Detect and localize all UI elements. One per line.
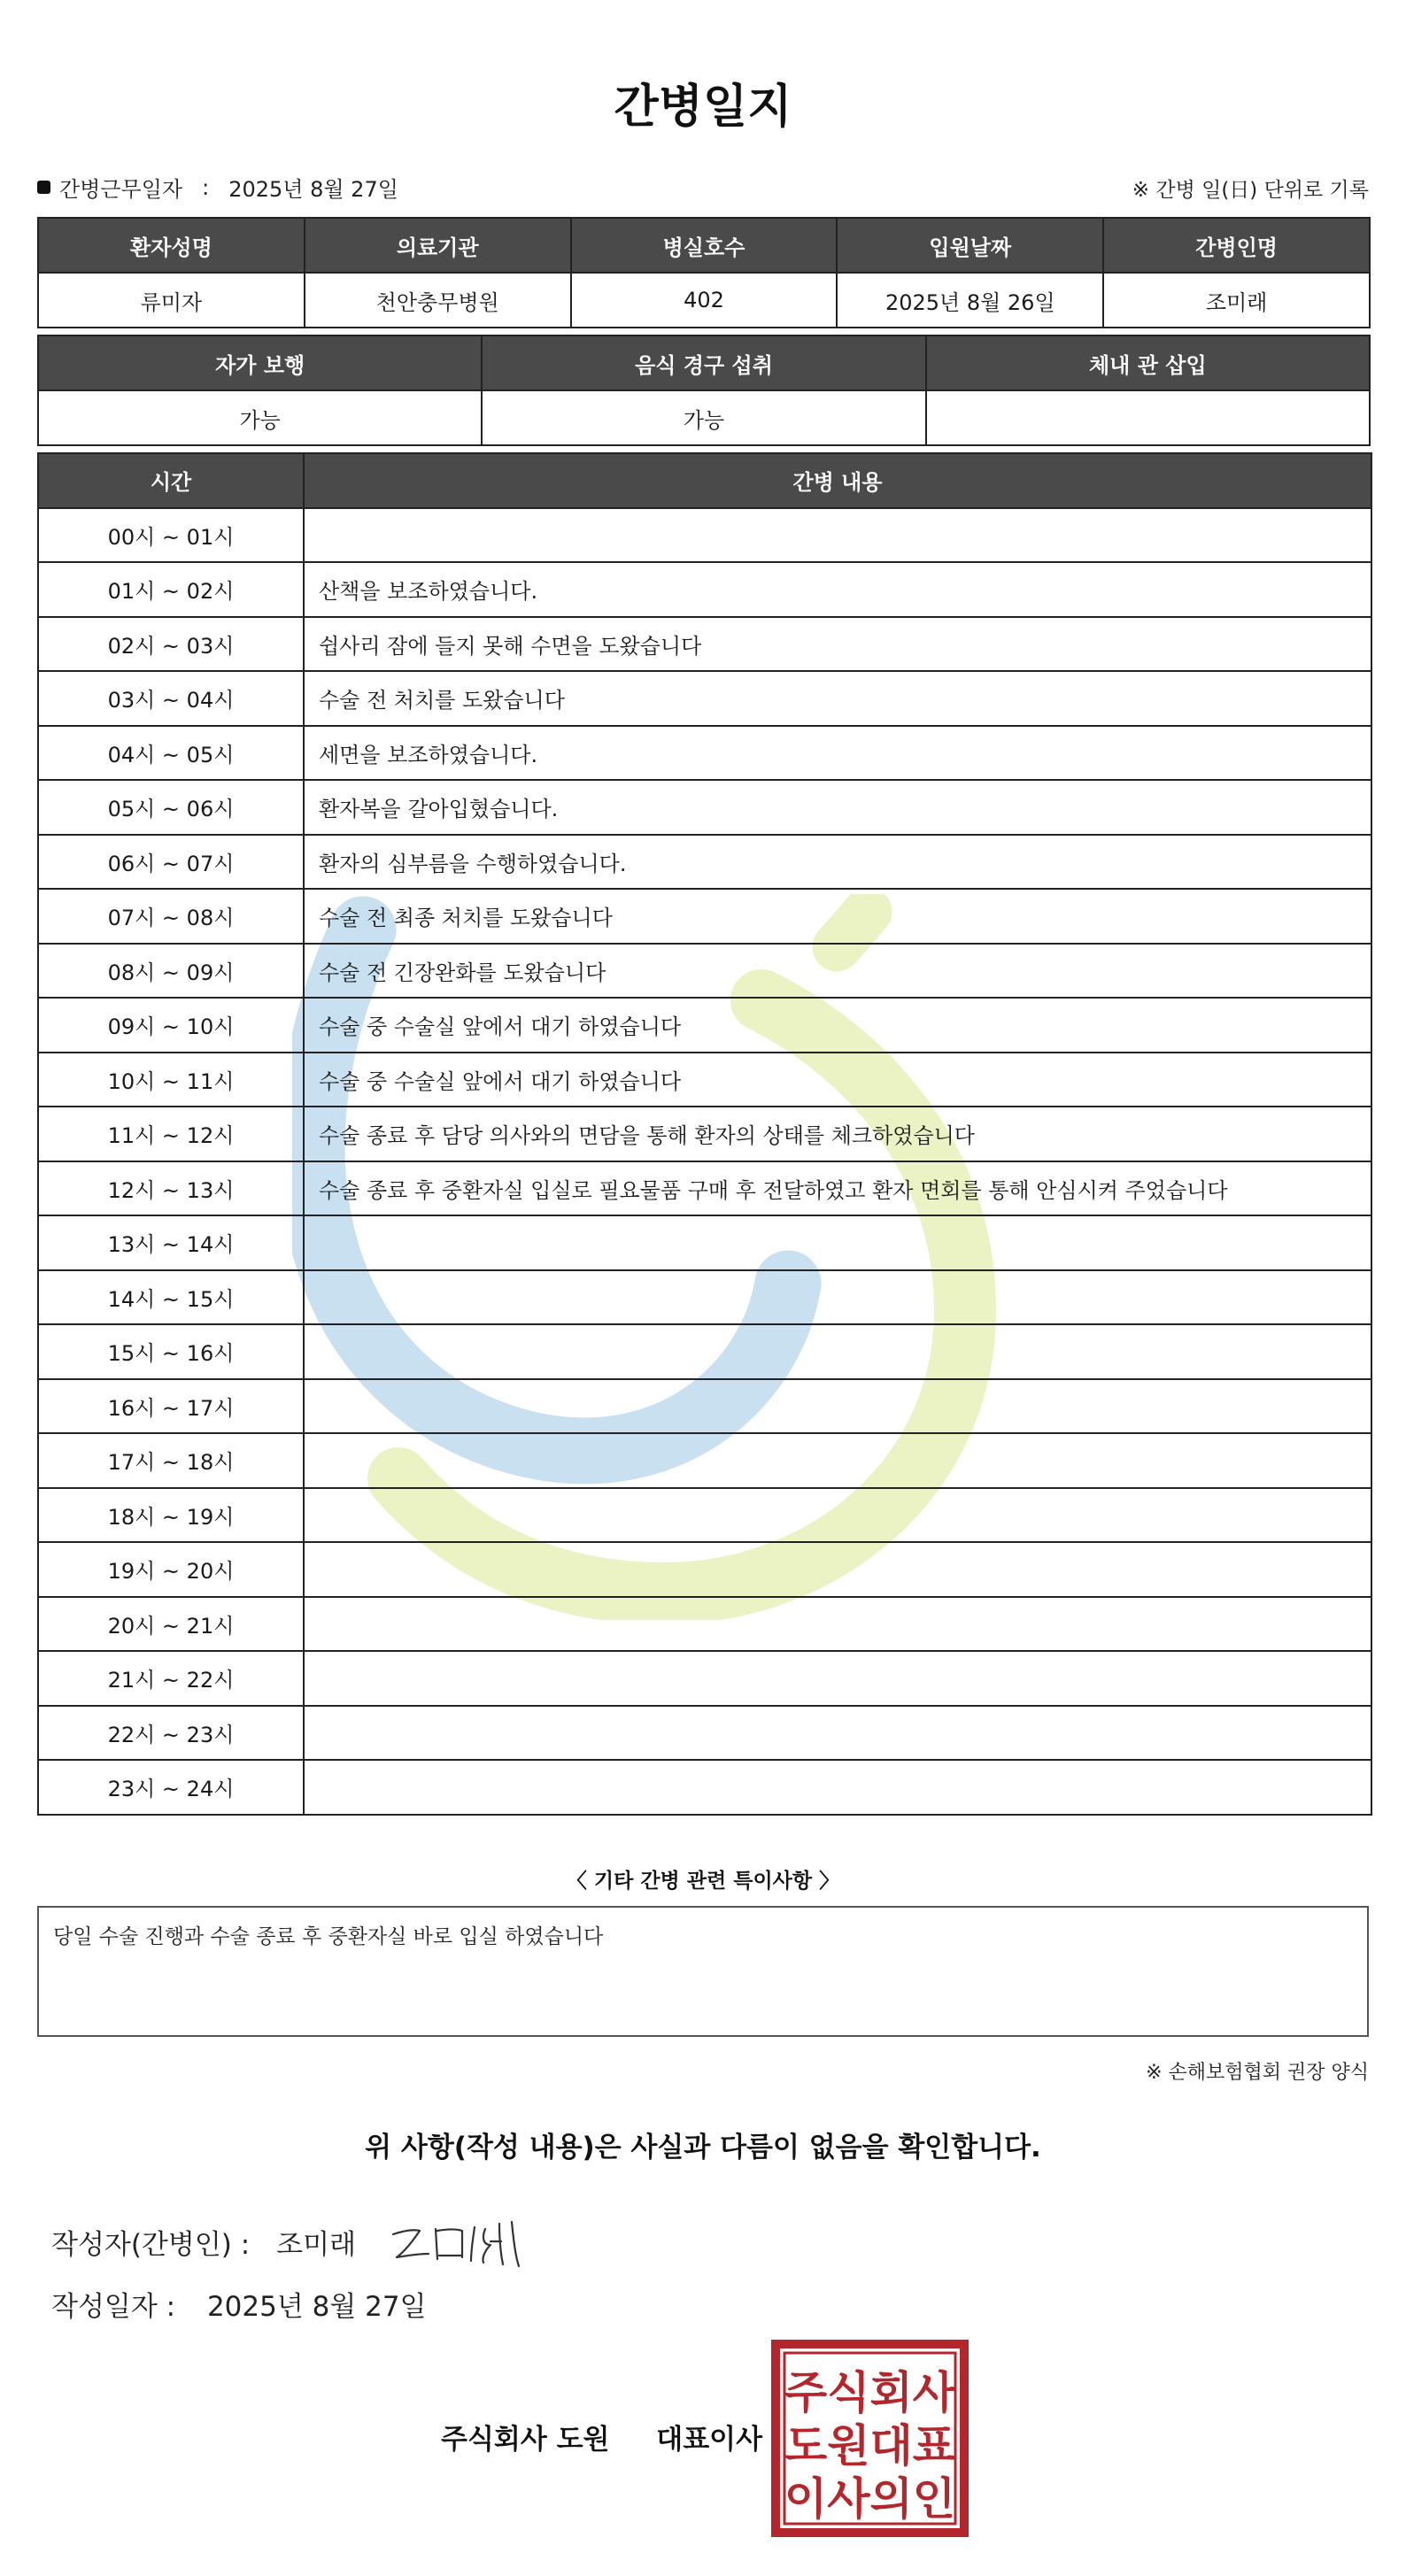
care-content-cell bbox=[304, 1270, 1371, 1325]
seal-line-1: 주식회사 bbox=[784, 2367, 956, 2418]
care-content-cell: 수술 중 수술실 앞에서 대기 하였습니다 bbox=[304, 1053, 1371, 1107]
care-content-cell bbox=[304, 508, 1371, 563]
written-date-value: 2025년 8월 27일 bbox=[206, 2291, 427, 2323]
time-cell: 06시 ~ 07시 bbox=[38, 835, 304, 890]
work-date-colon: : bbox=[202, 174, 210, 200]
care-log-row bbox=[38, 1324, 1371, 1379]
caregiver-name-cell: 조미래 bbox=[1103, 273, 1370, 328]
care-log-row bbox=[38, 1488, 1371, 1543]
time-cell: 17시 ~ 18시 bbox=[38, 1433, 304, 1488]
time-cell: 19시 ~ 20시 bbox=[38, 1542, 304, 1597]
care-log-row bbox=[38, 780, 1371, 835]
time-cell: 21시 ~ 22시 bbox=[38, 1651, 304, 1706]
header-caregiver-name: 간병인명 bbox=[1103, 218, 1370, 273]
header-self-walking: 자가 보행 bbox=[38, 335, 482, 390]
care-log-row bbox=[38, 1161, 1371, 1216]
form-recommendation-note: ※ 손해보험협회 권장 양식 bbox=[1146, 2062, 1369, 2084]
time-cell: 09시 ~ 10시 bbox=[38, 998, 304, 1053]
care-log-row bbox=[38, 1215, 1371, 1270]
care-log-header-row bbox=[38, 453, 1371, 508]
header-room-number: 병실호수 bbox=[571, 218, 838, 273]
care-content-cell bbox=[304, 1706, 1371, 1761]
care-content-cell: 수술 전 처치를 도왔습니다 bbox=[304, 671, 1371, 726]
patient-status-table bbox=[37, 335, 1371, 446]
written-date-line bbox=[51, 2284, 427, 2324]
care-log-row bbox=[38, 835, 1371, 890]
care-content-cell: 수술 전 긴장완화를 도왔습니다 bbox=[304, 944, 1371, 999]
time-cell: 18시 ~ 19시 bbox=[38, 1488, 304, 1543]
header-admission-date: 입원날짜 bbox=[837, 218, 1103, 273]
writer-name: 조미래 bbox=[276, 2228, 357, 2261]
care-log-row bbox=[38, 1379, 1371, 1434]
time-cell: 23시 ~ 24시 bbox=[38, 1760, 304, 1815]
time-cell: 08시 ~ 09시 bbox=[38, 944, 304, 999]
care-log-row bbox=[38, 944, 1371, 999]
care-content-cell: 환자의 심부름을 수행하였습니다. bbox=[304, 835, 1371, 890]
care-log-row bbox=[38, 889, 1371, 944]
special-notes-title: 〈 기타 간병 관련 특이사항 〉 bbox=[566, 1870, 840, 1893]
record-unit-note: ※ 간병 일(日) 단위로 기록 bbox=[1132, 179, 1369, 202]
care-content-cell: 산책을 보조하였습니다. bbox=[304, 562, 1371, 617]
care-content-cell: 수술 중 수술실 앞에서 대기 하였습니다 bbox=[304, 998, 1371, 1053]
care-log-row bbox=[38, 726, 1371, 781]
care-content-cell bbox=[304, 1651, 1371, 1706]
header-hospital: 의료기관 bbox=[305, 218, 571, 273]
handwritten-signature bbox=[386, 2215, 528, 2268]
written-date-label: 작성일자 : bbox=[51, 2291, 176, 2323]
seal-line-3: 이사의인 bbox=[784, 2473, 956, 2525]
care-log-body bbox=[38, 508, 1371, 1815]
work-date-line bbox=[37, 172, 398, 203]
square-bullet-icon bbox=[37, 181, 50, 194]
header-oral-intake: 음식 경구 섭취 bbox=[482, 335, 925, 390]
time-cell: 16시 ~ 17시 bbox=[38, 1379, 304, 1434]
care-log-row bbox=[38, 1053, 1371, 1107]
time-cell: 02시 ~ 03시 bbox=[38, 617, 304, 672]
care-log-row bbox=[38, 617, 1371, 672]
time-cell: 04시 ~ 05시 bbox=[38, 726, 304, 781]
header-tube-insertion: 체내 관 삽입 bbox=[926, 335, 1370, 390]
header-patient-name: 환자성명 bbox=[38, 218, 305, 273]
care-content-cell bbox=[304, 1760, 1371, 1815]
admission-date-cell: 2025년 8월 26일 bbox=[837, 273, 1103, 328]
header-time: 시간 bbox=[38, 453, 304, 508]
confirmation-statement: 위 사항(작성 내용)은 사실과 다름이 없음을 확인합니다. bbox=[365, 2132, 1041, 2163]
time-cell: 03시 ~ 04시 bbox=[38, 671, 304, 726]
company-name: 주식회사 도원 bbox=[441, 2424, 610, 2456]
oral-intake-cell: 가능 bbox=[482, 390, 925, 445]
company-line bbox=[441, 2417, 762, 2456]
tube-insertion-cell bbox=[926, 390, 1370, 445]
time-cell: 05시 ~ 06시 bbox=[38, 780, 304, 835]
care-log-row bbox=[38, 1706, 1371, 1761]
time-cell: 20시 ~ 21시 bbox=[38, 1597, 304, 1652]
special-notes-box: 당일 수술 진행과 수술 종료 후 중환자실 바로 입실 하였습니다 bbox=[37, 1906, 1369, 2037]
care-content-cell bbox=[304, 1215, 1371, 1270]
care-content-cell: 수술 종료 후 중환자실 입실로 필요물품 구매 후 전달하였고 환자 면회를 통해 안심시켜 주었습니다 bbox=[304, 1161, 1371, 1216]
company-seal-stamp bbox=[770, 2339, 970, 2538]
room-number-cell: 402 bbox=[571, 273, 838, 328]
time-cell: 12시 ~ 13시 bbox=[38, 1161, 304, 1216]
care-log-row bbox=[38, 1597, 1371, 1652]
writer-label: 작성자(간병인) : bbox=[51, 2228, 251, 2261]
patient-status-value-row bbox=[38, 390, 1370, 445]
care-content-cell bbox=[304, 1324, 1371, 1379]
writer-line bbox=[51, 2215, 528, 2268]
care-content-cell bbox=[304, 1597, 1371, 1652]
header-care-content: 간병 내용 bbox=[304, 453, 1371, 508]
care-content-cell bbox=[304, 1488, 1371, 1543]
page-title: 간병일지 bbox=[614, 81, 792, 134]
representative-title: 대표이사 bbox=[656, 2424, 763, 2456]
care-log-row bbox=[38, 1270, 1371, 1325]
time-cell: 13시 ~ 14시 bbox=[38, 1215, 304, 1270]
time-cell: 01시 ~ 02시 bbox=[38, 562, 304, 617]
time-cell: 15시 ~ 16시 bbox=[38, 1324, 304, 1379]
time-cell: 07시 ~ 08시 bbox=[38, 889, 304, 944]
care-log-row bbox=[38, 998, 1371, 1053]
work-date-value: 2025년 8월 27일 bbox=[228, 177, 398, 202]
hospital-cell: 천안충무병원 bbox=[305, 273, 571, 328]
time-cell: 22시 ~ 23시 bbox=[38, 1706, 304, 1761]
care-content-cell bbox=[304, 1379, 1371, 1434]
care-log-row bbox=[38, 1107, 1371, 1161]
care-log-row bbox=[38, 671, 1371, 726]
patient-status-header-row bbox=[38, 335, 1370, 390]
care-log-row bbox=[38, 508, 1371, 563]
patient-info-header-row bbox=[38, 218, 1370, 273]
patient-info-value-row bbox=[38, 273, 1370, 328]
care-content-cell bbox=[304, 1433, 1371, 1488]
care-log-row bbox=[38, 1542, 1371, 1597]
care-content-cell: 환자복을 갈아입혔습니다. bbox=[304, 780, 1371, 835]
patient-name-cell: 류미자 bbox=[38, 273, 305, 328]
care-log-row bbox=[38, 562, 1371, 617]
care-content-cell bbox=[304, 1542, 1371, 1597]
care-content-cell: 수술 종료 후 담당 의사와의 면담을 통해 환자의 상태를 체크하였습니다 bbox=[304, 1107, 1371, 1161]
care-log-table bbox=[37, 452, 1372, 1816]
time-cell: 10시 ~ 11시 bbox=[38, 1053, 304, 1107]
care-log-row bbox=[38, 1760, 1371, 1815]
care-content-cell: 쉽사리 잠에 들지 못해 수면을 도왔습니다 bbox=[304, 617, 1371, 672]
care-log-row bbox=[38, 1433, 1371, 1488]
time-cell: 11시 ~ 12시 bbox=[38, 1107, 304, 1161]
care-log-row bbox=[38, 1651, 1371, 1706]
self-walking-cell: 가능 bbox=[38, 390, 482, 445]
patient-info-table bbox=[37, 217, 1371, 328]
care-content-cell: 수술 전 최종 처치를 도왔습니다 bbox=[304, 889, 1371, 944]
time-cell: 14시 ~ 15시 bbox=[38, 1270, 304, 1325]
work-date-label: 간병근무일자 bbox=[59, 177, 183, 202]
care-content-cell: 세면을 보조하였습니다. bbox=[304, 726, 1371, 781]
time-cell: 00시 ~ 01시 bbox=[38, 508, 304, 563]
seal-line-2: 도원대표 bbox=[784, 2420, 956, 2472]
